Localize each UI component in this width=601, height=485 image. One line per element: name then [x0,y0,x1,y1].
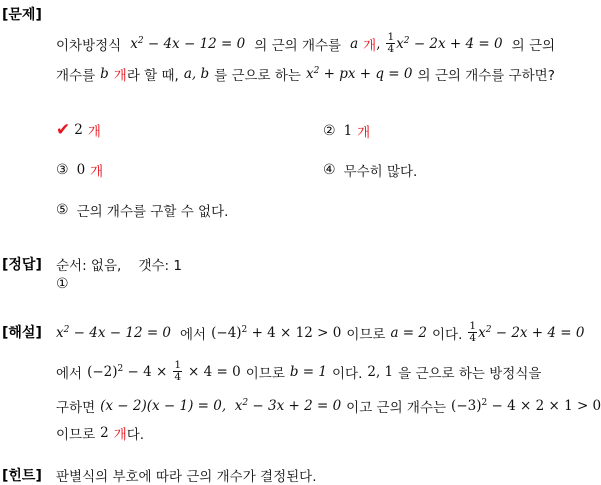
circled-number-2: ② [323,123,336,139]
fraction-quarter: $\frac{1}{4}$ [469,320,477,344]
choice-text: 무수히 많다. [343,164,418,180]
problem-tag: [문제] [2,7,42,23]
fraction-quarter: $\frac{1}{4}$ [387,31,395,55]
explanation-line-1 [56,321,585,344]
circled-number-4: ④ [323,162,336,178]
explanation-text: 이다. [432,326,463,343]
hint-line [56,465,317,485]
choice-4[interactable] [323,160,417,180]
problem-text: 개수를 [56,68,96,84]
choice-3[interactable] [56,160,103,180]
answer-order-count: 순서: 없음, 갯수: 1 [56,258,182,274]
explanation-text: 이므로 [56,427,96,443]
explanation-text: 구하면 [56,400,96,416]
explanation-text: 이고 근의 개수는 [346,400,447,416]
hint-tag: [힌트] [2,468,42,484]
choice-unit: 개 [87,124,101,140]
discriminant-2a: $(-2)^2 - 4$ × [87,363,168,380]
explanation-text: 이다. [331,365,363,382]
explanation-text: 에서 [180,326,207,343]
fraction-quarter: $\frac{1}{4}$ [174,359,182,383]
explanation-tag: [해설] [2,325,42,341]
problem-text: 의 근의 개수를 구하면? [417,68,555,84]
choice-text: 근의 개수를 구할 수 없다. [76,204,229,220]
discriminant-2b: × 4 = 0 [188,363,241,380]
checkmark-icon: ✔ [56,120,71,140]
circled-number-5: ⑤ [56,202,69,218]
value-a: a = 2 [390,324,427,341]
answer-line-1 [56,254,182,274]
explanation-text: 이므로 [245,365,285,382]
equation-2: $x^2 - 2x + 4 = 0$ [396,35,503,52]
choice-5[interactable] [56,200,228,220]
choice-1[interactable] [56,120,101,140]
answer-tag: [정답] [2,257,42,273]
choice-unit: 개 [357,125,371,141]
var-a: a [350,35,359,52]
value-b: b = 1 [289,363,327,380]
problem-text: 를 근으로 하는 [214,68,301,84]
problem-text: 의 근의 개수를 [254,37,342,54]
equation-3: $x^2$ + px + q = 0 [305,66,413,82]
comma: , [376,35,381,52]
problem-text: 라 할 때, [126,68,179,84]
explanation-line-2 [56,360,541,383]
explanation-text: 에서 [56,365,83,382]
choice-value: 2 [74,122,83,138]
unit-label: 개 [113,68,127,84]
explanation-line-4 [56,423,144,443]
unit-label: 개 [363,37,377,54]
vars-ab: a, b [183,66,210,82]
circled-number-3: ③ [56,162,69,178]
hint-text: 판별식의 부호에 따라 근의 개수가 결정된다. [56,469,317,485]
problem-text: 의 근의 [511,37,556,54]
var-b: b [100,66,109,82]
problem-line-1 [56,32,555,55]
problem-line-2 [56,64,555,84]
explanation-line-3 [56,396,601,416]
choice-value: 1 [343,123,353,139]
answer-choice: ① [56,276,69,292]
unit-label: 개 [113,427,127,443]
equation-4: (x − 2)(x − 1) = 0, $x^2 - 3x + 2 = 0$ [100,398,342,414]
equation-2: $x^2 - 2x + 4 = 0$ [478,324,585,341]
equation-1: $x^2 - 4x - 12 = 0$ [130,35,246,52]
choice-value: 0 [76,162,86,178]
equation-1: $x^2 - 4x - 12 = 0$ [56,324,172,341]
discriminant-3: $(-3)^2 - 4 \times 2 \times 1 > 0$ [451,398,601,414]
choice-unit: 개 [90,164,104,180]
result-value: 2 [100,425,109,441]
answer-line-2 [56,276,69,292]
explanation-text: 다. [126,427,145,443]
discriminant-1: $(-4)^2 + 4 \times 12 > 0$ [211,324,342,341]
explanation-text: 을 근으로 하는 방정식을 [398,365,542,382]
roots: 2, 1 [367,363,394,380]
problem-text: 이차방정식 [56,37,122,54]
explanation-text: 이므로 [346,326,386,343]
choice-2[interactable] [323,121,370,141]
